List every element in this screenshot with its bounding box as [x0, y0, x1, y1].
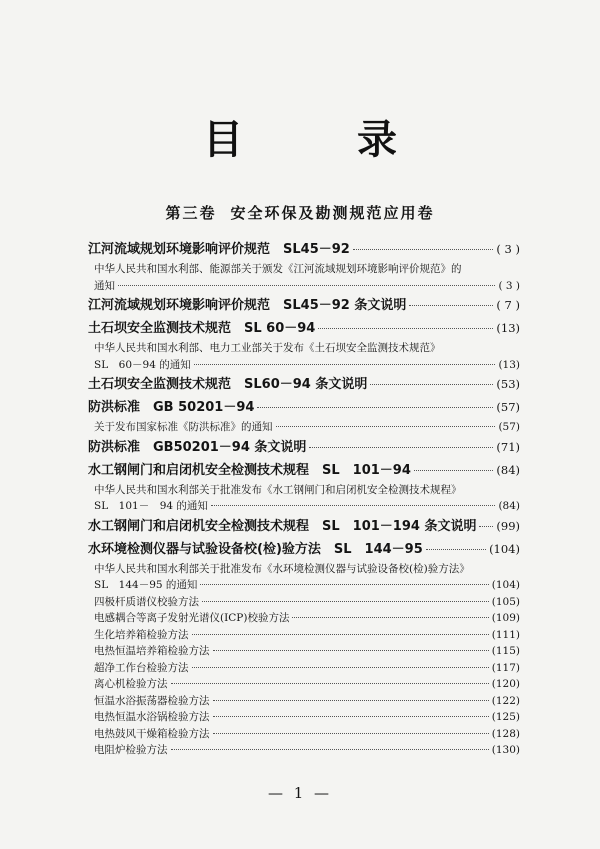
toc-entry-main[interactable] [88, 373, 520, 396]
toc-entry-sub[interactable] [88, 419, 520, 436]
dot-leader [426, 549, 486, 550]
toc-entry-title: 电热恒温水浴锅检验方法 [94, 711, 210, 723]
toc-entry-sub[interactable] [88, 742, 520, 759]
toc-entry-page: (128) [491, 727, 520, 740]
toc-entry-page: (111) [491, 628, 520, 641]
dot-leader [353, 249, 494, 250]
toc-entry-page: ( 7 ) [496, 298, 520, 312]
toc-entry-title: 通知 [94, 279, 115, 292]
dot-leader [414, 470, 494, 471]
dot-leader [200, 584, 488, 585]
toc-entry-sub[interactable] [88, 660, 520, 677]
dot-leader [192, 634, 489, 635]
toc-entry-page: (130) [491, 744, 520, 756]
toc-entry-sub[interactable] [88, 643, 520, 660]
toc-entry-page: (120) [491, 678, 520, 690]
dot-leader [292, 617, 488, 618]
toc-entry-title: 江河流域规划环境影响评价规范 SL45－92 条文说明 [88, 298, 407, 313]
toc-entry-page: (105) [491, 595, 520, 608]
toc-entry-page: ( 3 ) [496, 242, 520, 256]
volume-label: 第三卷 [165, 204, 217, 222]
toc-entry-title: SL 101－ 94 的通知 [94, 500, 208, 512]
toc-entry-page: (109) [491, 612, 520, 624]
toc-entry-title: 水工钢闸门和启闭机安全检测技术规程 SL 101－194 条文说明 [88, 518, 477, 534]
dot-leader [309, 447, 493, 448]
toc-entry-main[interactable] [88, 538, 520, 561]
dot-leader [171, 749, 489, 750]
toc-entry-page: (53) [496, 377, 520, 391]
dot-leader [171, 683, 489, 684]
volume-name: 安全环保及勘测规范应用卷 [230, 204, 435, 222]
toc-entry-title: 水环境检测仪器与试验设备校(检)验方法 SL 144－95 [88, 541, 423, 557]
toc-entry-page: (84) [498, 500, 520, 512]
dot-leader [213, 650, 489, 651]
dot-leader [194, 364, 496, 365]
dot-leader [213, 716, 489, 717]
dot-leader [257, 407, 493, 408]
toc-entry-page: (71) [496, 439, 520, 454]
toc-entry-sub[interactable] [88, 278, 520, 295]
page-title: 目 录 [203, 116, 447, 163]
toc-entry-sub[interactable] [88, 693, 520, 710]
dot-leader [370, 384, 493, 385]
toc-entry-sub[interactable] [88, 594, 520, 611]
toc-entry-page: (99) [496, 518, 520, 533]
toc-notice-line: 中华人民共和国水利部、电力工业部关于发布《土石坝安全监测技术规范》 [94, 342, 441, 354]
toc-entry-sub[interactable] [88, 676, 520, 693]
toc-entry-title: 土石坝安全监测技术规范 SL 60－94 [88, 321, 316, 336]
toc-entry-title: 生化培养箱检验方法 [94, 628, 189, 641]
toc-entry-page: (57) [496, 400, 520, 414]
dot-leader [213, 733, 489, 734]
table-of-contents [88, 238, 520, 759]
toc-entry-title: 超净工作台检验方法 [94, 661, 189, 674]
toc-entry-page: (57) [498, 421, 520, 433]
toc-entry-page: (13) [498, 358, 520, 371]
toc-entry-sub[interactable] [88, 577, 520, 594]
volume-heading [0, 202, 600, 223]
toc-entry-main[interactable] [88, 515, 520, 538]
toc-entry-page: ( 3 ) [498, 279, 520, 292]
toc-entry-title: 水工钢闸门和启闭机安全检测技术规程 SL 101－94 [88, 462, 411, 478]
toc-entry-title: 四极杆质谱仪校验方法 [94, 595, 199, 608]
dot-leader [192, 667, 489, 668]
dot-leader [213, 700, 489, 701]
toc-entry-title: 电热鼓风干燥箱检验方法 [94, 727, 210, 740]
toc-entry-title: 电感耦合等离子发射光谱仪(ICP)校验方法 [94, 612, 290, 624]
toc-entry-page: (117) [491, 661, 520, 674]
toc-entry-main[interactable] [88, 436, 520, 459]
toc-notice-line: 中华人民共和国水利部关于批准发布《水环境检测仪器与试验设备校(检)验方法》 [94, 562, 470, 575]
toc-notice-line: 中华人民共和国水利部关于批准发布《水工钢闸门和启闭机安全检测技术规程》 [94, 483, 462, 496]
toc-entry-title: SL 60－94 的通知 [94, 358, 191, 371]
toc-entry-page: (115) [491, 645, 520, 657]
dot-leader [318, 328, 493, 329]
dot-leader [409, 305, 493, 306]
toc-entry-main[interactable] [88, 459, 520, 482]
toc-entry-sub[interactable] [88, 610, 520, 627]
toc-entry-title: 江河流域规划环境影响评价规范 SL45－92 [88, 242, 350, 257]
toc-entry-sub[interactable] [88, 357, 520, 374]
toc-entry-sub[interactable] [88, 498, 520, 515]
toc-notice-line: 中华人民共和国水利部、能源部关于颁发《江河流域规划环境影响评价规范》的 [94, 263, 462, 275]
toc-entry-title: 防洪标准 GB50201－94 条文说明 [88, 439, 307, 455]
toc-entry-page: (84) [496, 462, 520, 477]
toc-entry-title: 关于发布国家标准《防洪标准》的通知 [94, 421, 273, 433]
toc-entry-sub[interactable] [88, 726, 520, 743]
toc-entry-title: 电阻炉检验方法 [94, 744, 168, 756]
dot-leader [202, 601, 489, 602]
dot-leader [479, 526, 493, 527]
toc-entry-page: (13) [496, 321, 520, 335]
dot-leader [276, 426, 496, 427]
toc-entry-page: (104) [491, 579, 520, 591]
toc-entry-page: (122) [491, 694, 520, 707]
toc-entry-main[interactable] [88, 294, 520, 317]
toc-entry-title: 离心机检验方法 [94, 678, 168, 690]
dot-leader [211, 505, 496, 506]
toc-entry-title: 电热恒温培养箱检验方法 [94, 645, 210, 657]
toc-entry-main[interactable] [88, 396, 520, 419]
page-number: — 1 — [267, 784, 333, 802]
toc-entry-main[interactable] [88, 238, 520, 261]
toc-entry-sub[interactable] [88, 627, 520, 644]
toc-entry-sub[interactable] [88, 709, 520, 726]
toc-entry-title: 土石坝安全监测技术规范 SL60－94 条文说明 [88, 377, 368, 392]
toc-entry-title: 防洪标准 GB 50201－94 [88, 400, 255, 415]
toc-entry-title: 恒温水浴振荡器检验方法 [94, 694, 210, 707]
toc-entry-main[interactable] [88, 317, 520, 340]
toc-entry-title: SL 144－95 的通知 [94, 579, 198, 591]
dot-leader [118, 285, 495, 286]
toc-entry-page: (125) [491, 711, 520, 723]
toc-entry-page: (104) [489, 541, 520, 556]
